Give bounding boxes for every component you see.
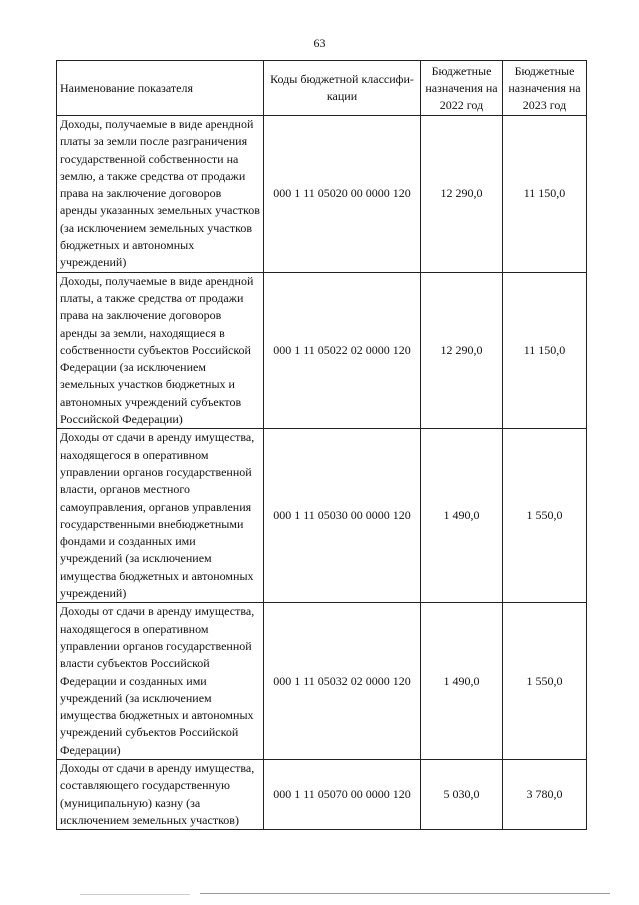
budget-table bbox=[56, 60, 587, 830]
row-value-2023: 3 780,0 bbox=[503, 759, 587, 829]
header-budget-2023: Бюджетные назначения на 2023 год bbox=[503, 61, 587, 116]
table-row bbox=[57, 603, 587, 760]
row-value-2023: 11 150,0 bbox=[503, 272, 587, 429]
table-header-row bbox=[57, 61, 587, 116]
header-budget-code: Коды бюджетной классифи-кации bbox=[264, 61, 421, 116]
table-row bbox=[57, 272, 587, 429]
row-indicator-name: Доходы от сдачи в аренду имущества, находящегося в оперативном управлении органов государственной власти субъектов Российской Федерации и созданных ими учреждений (за исключением имущества бюджетных и автономных учреждений субъектов Российской Федерации) bbox=[57, 603, 264, 760]
row-value-2022: 1 490,0 bbox=[421, 429, 503, 603]
row-budget-code: 000 1 11 05070 00 0000 120 bbox=[264, 759, 421, 829]
row-value-2023: 1 550,0 bbox=[503, 429, 587, 603]
header-indicator-name: Наименование показателя bbox=[57, 61, 264, 116]
table-row bbox=[57, 759, 587, 829]
table-row bbox=[57, 429, 587, 603]
row-indicator-name: Доходы от сдачи в аренду имущества, составляющего государственную (муниципальную) казну (за исключением земельных участков) bbox=[57, 759, 264, 829]
page-number: 63 bbox=[313, 36, 326, 50]
row-value-2022: 12 290,0 bbox=[421, 116, 503, 273]
row-budget-code: 000 1 11 05032 02 0000 120 bbox=[264, 603, 421, 760]
scan-edge-line bbox=[200, 893, 610, 894]
row-value-2022: 12 290,0 bbox=[421, 272, 503, 429]
row-value-2022: 5 030,0 bbox=[421, 759, 503, 829]
row-indicator-name: Доходы от сдачи в аренду имущества, находящегося в оперативном управлении органов государственной власти, органов местного самоуправления, органов управления государственными внебюджетными фондами и созданных ими учреждений (за исключением имущества бюджетных и автономных учреждений) bbox=[57, 429, 264, 603]
row-value-2023: 11 150,0 bbox=[503, 116, 587, 273]
row-value-2022: 1 490,0 bbox=[421, 603, 503, 760]
row-budget-code: 000 1 11 05030 00 0000 120 bbox=[264, 429, 421, 603]
scan-edge-line bbox=[80, 894, 190, 895]
row-budget-code: 000 1 11 05022 02 0000 120 bbox=[264, 272, 421, 429]
row-indicator-name: Доходы, получаемые в виде арендной платы, а также средства от продажи права на заключение договоров аренды за земли, находящиеся в собственности субъектов Российской Федерации (за исключением земельных участков бюджетных и автономных учреждений субъектов Российской Федерации) bbox=[57, 272, 264, 429]
row-indicator-name: Доходы, получаемые в виде арендной платы за земли после разграничения государственной собственности на землю, а также средства от продажи права на заключение договоров аренды указанных земельных участков (за исключением земельных участков бюджетных и автономных учреждений) bbox=[57, 116, 264, 273]
row-budget-code: 000 1 11 05020 00 0000 120 bbox=[264, 116, 421, 273]
table-row bbox=[57, 116, 587, 273]
header-budget-2022: Бюджетные назначения на 2022 год bbox=[421, 61, 503, 116]
row-value-2023: 1 550,0 bbox=[503, 603, 587, 760]
